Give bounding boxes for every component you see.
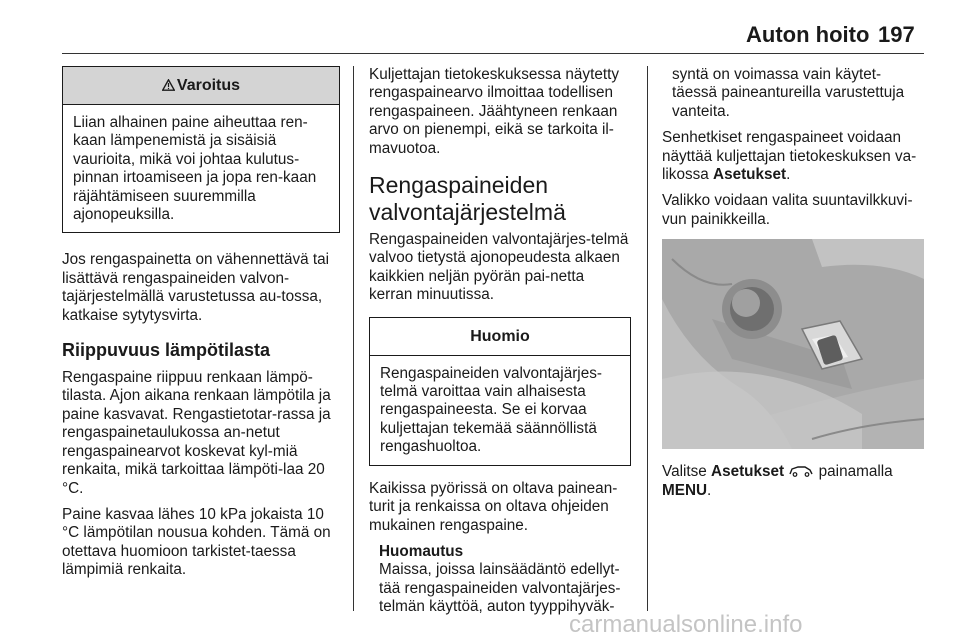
paragraph: Valitse Asetukset painamalla MENU. <box>662 463 893 499</box>
subheading: Riippuvuus lämpötilasta <box>62 340 271 361</box>
paragraph: Valikko voidaan valita suuntavilkkuvi-vun painikkeilla. <box>662 192 913 228</box>
warning-box <box>62 66 340 233</box>
note <box>369 543 631 617</box>
page-number: 197 <box>878 22 915 47</box>
menu-name: Asetukset <box>711 463 785 481</box>
paragraph: Kuljettajan tietokeskuksessa näytetty rengaspainearvo ilmoittaa todellisen rengaspaineen. Jäähtyneen renkaan arvo on pienempi, eikä se tarkoita il-mavuotoa. <box>369 66 619 157</box>
paragraph: Senhetkiset rengaspaineet voidaan näyttää kuljettajan tietokeskuksen va-likossa Asetukset. <box>662 129 917 184</box>
warning-triangle-icon <box>162 77 175 94</box>
column-divider <box>647 66 648 611</box>
paragraph: Rengaspaine riippuu renkaan lämpö-tilasta. Ajon aikana renkaan lämpötila ja paine kasvavat. Rengastietotar-rassa ja rengaspainetaulukossa an-netut rengaspainearvot koskevat kyl-miä renkaita, mikä tarkoittaa lämpöti-laa 20 °C. <box>62 369 331 497</box>
watermark: carmanualsonline.info <box>569 611 803 638</box>
section-heading: Rengaspaineiden valvontajärjestelmä <box>369 172 566 226</box>
warning-title: Varoitus <box>176 77 241 94</box>
note-continuation: syntä on voimassa vain käytet-täessä paineantureilla varustettuja vanteita. <box>672 66 905 120</box>
column-2 <box>369 66 631 625</box>
paragraph: Rengaspaineiden valvontajärjes-telmä valvoo tietystä ajonopeudesta alkaen kaikkien neljän pyörän pai-netta kerran minuutissa. <box>369 231 629 304</box>
warning-text: Liian alhainen paine aiheuttaa ren-kaan lämpenemistä ja sisäisiä vaurioita, mikä voi johtaa kulutus-pinnan irtoamiseen ja jopa ren-kaan räjähtämiseen suuremmilla ajonopeuksilla. <box>73 114 317 224</box>
notice-text: Rengaspaineiden valvontajärjes-telmä varoittaa vain alhaisesta rengaspaineesta. Se ei korvaa kuljettajan tekemää säännöllistä rengashuoltoa. <box>380 364 602 456</box>
column-1 <box>62 66 340 588</box>
notice-header: Huomio <box>370 318 630 356</box>
menu-button-label: MENU <box>662 481 708 499</box>
car-settings-icon <box>788 463 814 480</box>
column-3 <box>662 66 924 508</box>
note-text: Maissa, joissa lainsäädäntö edellyt-tää rengaspaineiden valvontajärjes-telmän käyttöä, auton tyyppihyväk- <box>379 561 621 616</box>
page-header <box>0 0 960 56</box>
header-rule <box>62 53 924 54</box>
turn-signal-stalk-illustration <box>662 239 924 449</box>
menu-name: Asetukset <box>713 166 787 184</box>
paragraph: Kaikissa pyörissä on oltava painean-turit ja renkaissa on oltava ohjeiden mukainen rengaspaine. <box>369 479 618 534</box>
warning-header <box>63 67 339 105</box>
note-label: Huomautus <box>379 542 464 560</box>
paragraph: Paine kasvaa lähes 10 kPa jokaista 10 °C lämpötilan nousua kohden. Tämä on otettava huomioon tarkistet-taessa lämpimiä renkaita. <box>62 505 331 579</box>
paragraph: Jos rengaspainetta on vähennettävä tai lisättävä rengaspaineiden valvon-tajärjestelmällä varustetussa au-tossa, katkaise sytytysvirta. <box>62 251 330 324</box>
column-divider <box>353 66 354 611</box>
notice-box <box>369 317 631 466</box>
section-title: Auton hoito <box>746 22 870 47</box>
